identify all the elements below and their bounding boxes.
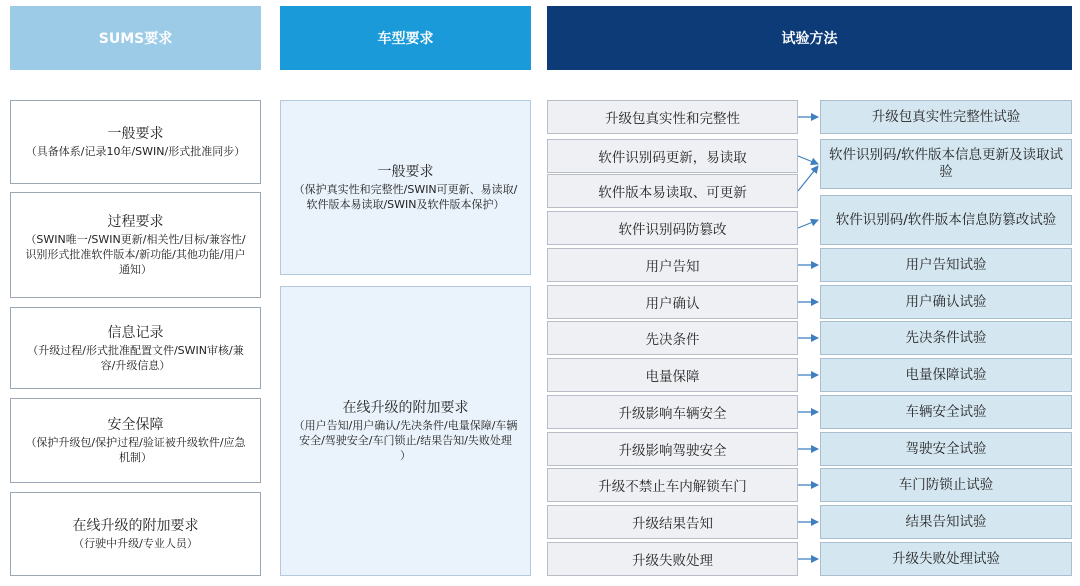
- vehicle-ota-extra-detail-end: ）: [400, 449, 411, 462]
- sums-process-detail: （SWIN唯一/SWIN更新/相关性/目标/兼容性/识别形式批准软件版本/新功能/其他功能/用户通知）: [25, 233, 246, 276]
- sums-ota-extra-detail: （行驶中升级/专业人员）: [73, 537, 198, 550]
- vehicle-general-detail: （保护真实性和完整性/SWIN可更新、易读取/软件版本易读取/SWIN及软件版本保护）: [293, 183, 518, 211]
- req-sw-version-read: 软件版本易读取、可更新: [547, 174, 798, 208]
- test-swin-update-read: 软件识别码/软件版本信息更新及读取试验: [820, 139, 1072, 189]
- vehicle-ota-extra-title: 在线升级的附加要求: [342, 400, 469, 416]
- req-user-notify: 用户告知: [547, 248, 798, 282]
- sums-security-title: 安全保障: [107, 417, 164, 433]
- sums-general-detail: （具备体系/记录10年/SWIN/形式批准同步）: [25, 145, 246, 158]
- test-method-header: 试验方法: [547, 6, 1072, 70]
- sums-process-title: 过程要求: [107, 214, 164, 230]
- req-package-authenticity: 升级包真实性和完整性: [547, 100, 798, 134]
- req-driving-safety: 升级影响驾驶安全: [547, 432, 798, 466]
- test-package-authenticity: 升级包真实性完整性试验: [820, 100, 1072, 134]
- req-vehicle-safety: 升级影响车辆安全: [547, 395, 798, 429]
- test-result-notify: 结果告知试验: [820, 505, 1072, 539]
- req-failure-handling: 升级失败处理: [547, 542, 798, 576]
- req-power-assurance: 电量保障: [547, 358, 798, 392]
- req-preconditions: 先决条件: [547, 321, 798, 355]
- test-preconditions: 先决条件试验: [820, 321, 1072, 355]
- test-user-notify: 用户告知试验: [820, 248, 1072, 282]
- req-door-unlock: 升级不禁止车内解锁车门: [547, 468, 798, 502]
- vehicle-ota-extra-detail: （用户告知/用户确认/先决条件/电量保障/车辆安全/驾驶安全/车门锁止/结果告知/失败处理: [293, 419, 518, 447]
- test-power-assurance: 电量保障试验: [820, 358, 1072, 392]
- req-user-confirm: 用户确认: [547, 285, 798, 319]
- arrow-2b: [798, 166, 818, 191]
- sums-record-title: 信息记录: [107, 324, 164, 341]
- test-swin-tamper: 软件识别码/软件版本信息防篡改试验: [820, 195, 1072, 245]
- test-vehicle-safety: 车辆安全试验: [820, 395, 1072, 429]
- test-door-anti-lock: 车门防锁止试验: [820, 468, 1072, 502]
- req-swin-tamper: 软件识别码防篡改: [547, 211, 798, 245]
- req-result-notify: 升级结果告知: [547, 505, 798, 539]
- vehicle-header: 车型要求: [280, 6, 531, 70]
- req-swin-update: 软件识别码更新，易读取: [547, 139, 798, 173]
- test-driving-safety: 驾驶安全试验: [820, 432, 1072, 466]
- sums-record-detail: （升级过程/形式批准配置文件/SWIN审核/兼容/升级信息）: [27, 343, 244, 372]
- test-failure-handling: 升级失败处理试验: [820, 542, 1072, 576]
- sums-ota-extra-title: 在线升级的附加要求: [72, 518, 199, 534]
- sums-general-title: 一般要求: [107, 126, 164, 142]
- test-user-confirm: 用户确认试验: [820, 285, 1072, 319]
- sums-header: SUMS要求: [10, 6, 261, 70]
- sums-security-detail: （保护升级包/保护过程/验证被升级软件/应急机制）: [25, 436, 246, 464]
- vehicle-general-title: 一般要求: [377, 164, 434, 180]
- arrow-3: [798, 220, 818, 228]
- arrow-2a: [798, 156, 818, 164]
